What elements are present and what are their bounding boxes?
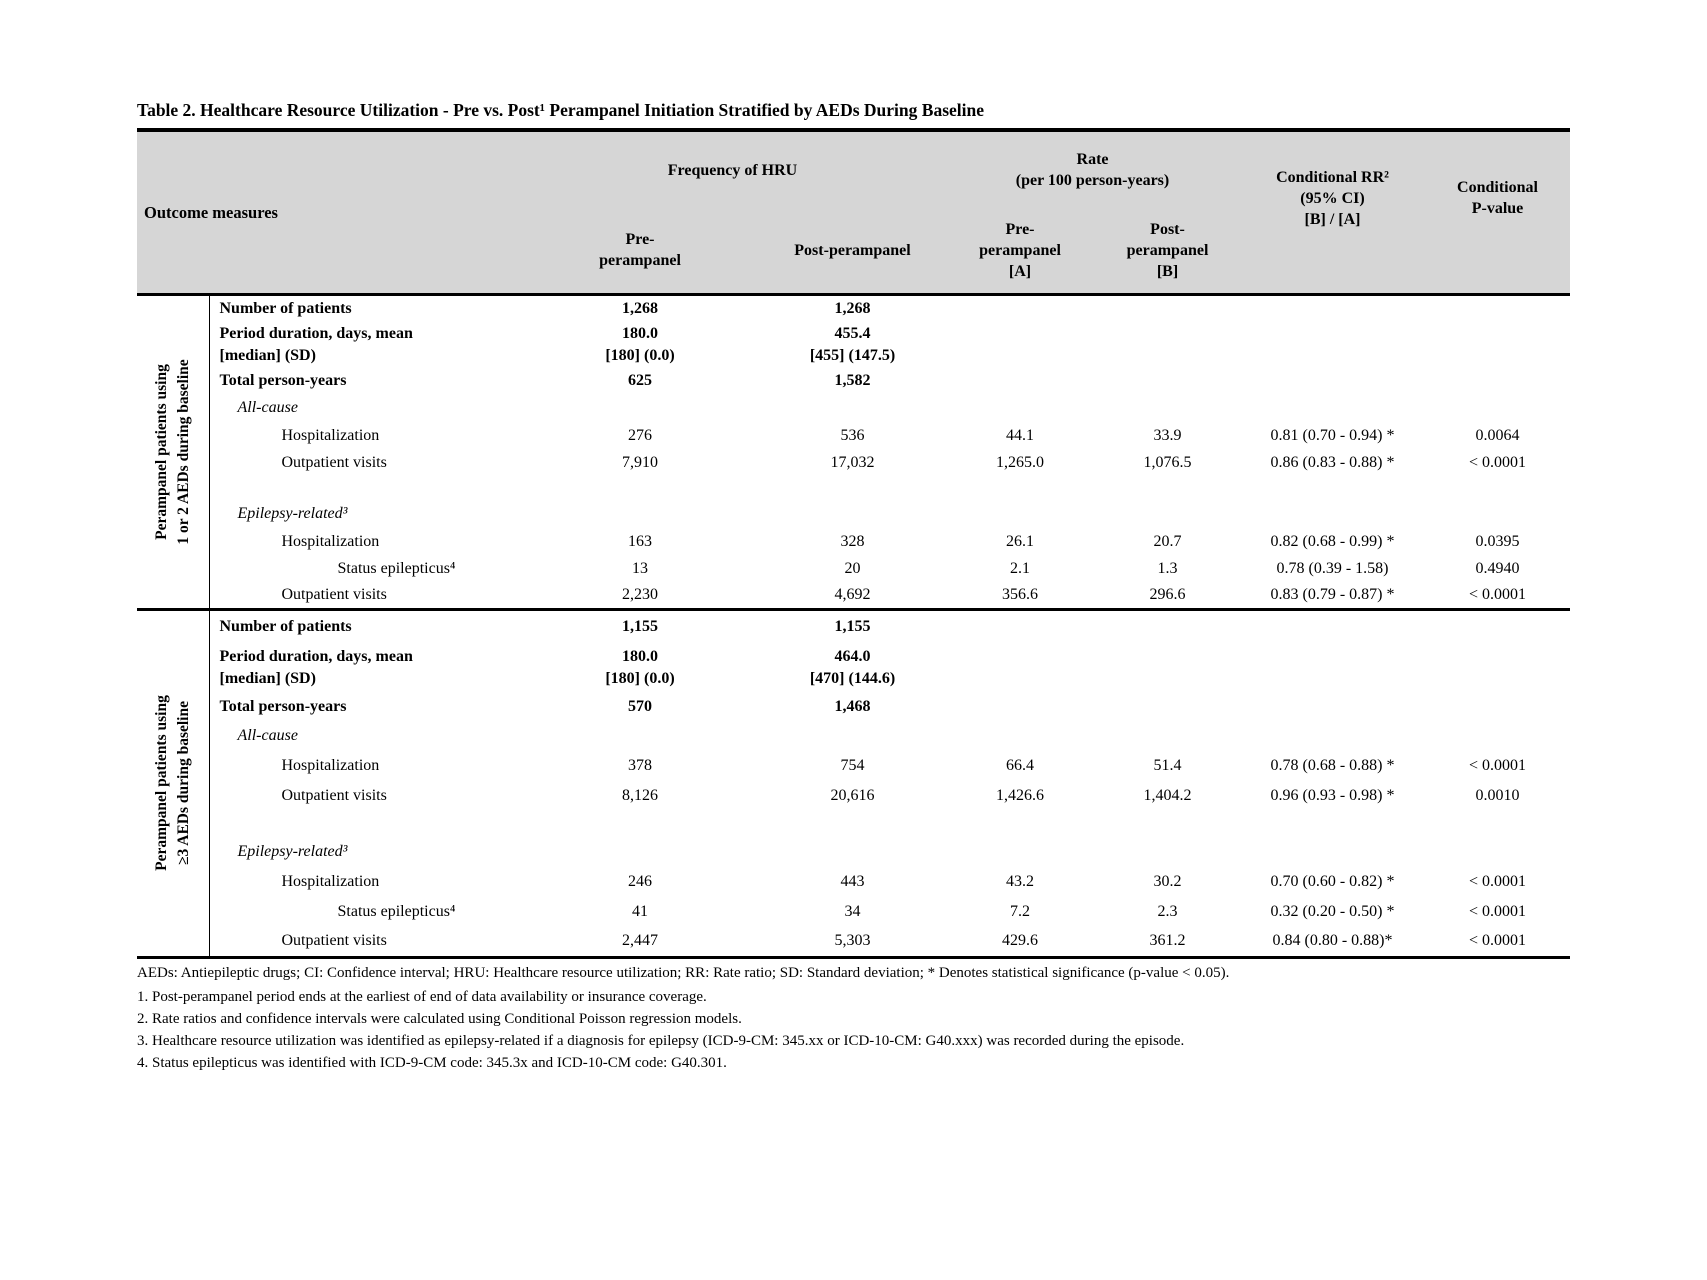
freq-post-cell: 1,468 — [834, 698, 871, 715]
subgroup-header: Epilepsy-related³ — [237, 505, 348, 522]
freq-post-cell: 1,155 — [760, 609, 945, 643]
empty-cell — [945, 643, 1570, 693]
subgroup-header-row — [137, 500, 1570, 528]
table-header — [137, 130, 1570, 294]
rate-pre-line3: [A] — [1008, 262, 1032, 280]
freq-post-cell: 20,616 — [830, 787, 875, 804]
rate-pre-cell: 66.4 — [1006, 757, 1034, 774]
freq-post-cell: 5,303 — [834, 932, 871, 950]
row-label: Total person-years — [219, 372, 347, 389]
value-line1: 180.0 — [622, 648, 658, 665]
freq-pre-line1: Pre- — [625, 231, 655, 249]
freq-pre-cell — [520, 322, 760, 368]
value-line1: 455.4 — [834, 325, 871, 342]
table-row — [137, 449, 1570, 476]
p-value-cell: < 0.0001 — [1469, 453, 1527, 471]
table-row — [137, 368, 1570, 394]
table-row — [137, 322, 1570, 368]
rr-cell: 0.82 (0.68 - 0.99) * — [1270, 532, 1395, 550]
rate-post-cell: 361.2 — [1149, 932, 1186, 950]
section-label-line2: ≥3 AEDs during baseline — [174, 701, 192, 865]
rate-post-cell: 1,404.2 — [1143, 787, 1192, 804]
table-row — [137, 422, 1570, 449]
col-header-outcome-measures: Outcome measures — [137, 130, 520, 294]
row-label-line2: [median] (SD) — [219, 670, 316, 687]
freq-post-cell — [760, 643, 945, 693]
freq-pre-cell: 378 — [628, 757, 652, 774]
rate-post-cell: 2.3 — [1157, 903, 1178, 920]
value-line1: 180.0 — [622, 325, 658, 342]
rr-cell: 0.32 (0.20 - 0.50) * — [1270, 903, 1395, 920]
rr-cell: 0.78 (0.39 - 1.58) — [1276, 559, 1389, 577]
footnote-abbreviations: AEDs: Antiepileptic drugs; CI: Confidence interval; HRU: Healthcare resource utilization; RR: Rate ratio; SD: Standard deviation; * Denotes statistical significance (p-value < 0.05). — [137, 964, 1230, 981]
freq-post-cell: 17,032 — [830, 453, 875, 471]
table-row — [137, 751, 1570, 781]
table-row — [137, 294, 1570, 322]
table-row — [137, 867, 1570, 897]
col-header-frequency-of-hru: Frequency of HRU — [520, 130, 945, 208]
rr-header-line3: [B] / [A] — [1304, 210, 1361, 228]
section-label-line1: Perampanel patients using — [152, 363, 170, 540]
freq-post-cell: 754 — [840, 757, 865, 774]
col-header-freq-post-perampanel: Post-perampanel — [760, 208, 945, 294]
freq-pre-cell: 1,155 — [520, 609, 760, 643]
empty-cell — [945, 368, 1570, 394]
rate-pre-cell: 44.1 — [1006, 426, 1034, 444]
col-header-freq-pre-perampanel — [520, 208, 760, 294]
freq-pre-cell: 276 — [628, 426, 652, 444]
section-label — [151, 695, 195, 871]
row-label: Total person-years — [219, 698, 347, 715]
row-label: Hospitalization — [281, 873, 380, 890]
freq-post-cell: 1,268 — [834, 299, 871, 317]
section-label-cell — [137, 609, 209, 957]
subgroup-header-row — [137, 837, 1570, 867]
rr-cell: 0.78 (0.68 - 0.88) * — [1270, 757, 1395, 774]
rate-pre-line1: Pre- — [1005, 220, 1035, 238]
section-label — [151, 359, 195, 544]
value-line2: [455] (147.5) — [809, 347, 896, 364]
rate-post-cell: 1.3 — [1157, 559, 1178, 577]
section-label-cell — [137, 294, 209, 609]
p-value-cell: < 0.0001 — [1469, 757, 1527, 774]
rr-header-line1: Conditional RR² — [1276, 168, 1389, 186]
row-label — [209, 322, 520, 368]
rr-cell: 0.84 (0.80 - 0.88)* — [1272, 932, 1393, 950]
row-label-line2: [median] (SD) — [219, 347, 316, 364]
row-label: Status epilepticus⁴ — [337, 559, 456, 577]
row-label: Outpatient visits — [281, 932, 387, 950]
row-label-line1: Period duration, days, mean — [219, 648, 413, 665]
row-label: Status epilepticus⁴ — [337, 903, 456, 920]
value-line2: [180] (0.0) — [605, 347, 675, 364]
table-row — [137, 927, 1570, 957]
rate-post-line1: Post- — [1150, 220, 1185, 238]
rate-post-line3: [B] — [1156, 262, 1179, 280]
rate-header-line2: (per 100 person-years) — [1015, 172, 1170, 189]
table-row — [137, 781, 1570, 811]
freq-post-cell: 4,692 — [834, 585, 871, 603]
table-title: Table 2. Healthcare Resource Utilization - Pre vs. Post¹ Perampanel Initiation Stratified by AEDs During Baseline — [137, 100, 984, 120]
freq-post-cell — [760, 322, 945, 368]
rate-post-cell: 51.4 — [1153, 757, 1182, 774]
table-row — [137, 609, 1570, 643]
col-header-rate — [945, 130, 1240, 208]
rr-header-line2: (95% CI) — [1300, 189, 1365, 207]
table-row — [137, 643, 1570, 693]
footnote-3: 3. Healthcare resource utilization was identified as epilepsy-related if a diagnosis for epilepsy (ICD-9-CM: 345.xx or ICD-10-CM: G40.xxx) was recorded during the episode. — [137, 1032, 1185, 1049]
freq-post-cell: 20 — [844, 559, 861, 577]
subgroup-header-row — [137, 394, 1570, 422]
freq-post-cell: 1,582 — [834, 372, 871, 389]
table-row — [137, 555, 1570, 582]
empty-cell — [945, 693, 1570, 721]
freq-pre-cell: 8,126 — [622, 787, 658, 804]
rate-post-cell: 20.7 — [1153, 532, 1182, 550]
section-1-2-aeds — [137, 294, 1570, 609]
subgroup-header: All-cause — [237, 399, 298, 416]
p-value-cell: < 0.0001 — [1469, 903, 1527, 920]
footnote-2: 2. Rate ratios and confidence intervals were calculated using Conditional Poisson regression models. — [137, 1010, 742, 1027]
freq-pre-cell: 246 — [628, 873, 652, 890]
rr-cell: 0.86 (0.83 - 0.88) * — [1270, 453, 1395, 471]
freq-pre-cell: 163 — [628, 532, 652, 550]
freq-post-cell: 443 — [840, 873, 865, 890]
row-label: Number of patients — [219, 299, 352, 317]
table-block — [137, 100, 1577, 1073]
value-line1: 464.0 — [834, 648, 871, 665]
footnotes — [137, 964, 1597, 1073]
empty-cell — [945, 609, 1570, 643]
rate-post-cell: 30.2 — [1153, 873, 1182, 890]
rr-cell: 0.83 (0.79 - 0.87) * — [1270, 585, 1395, 603]
rate-header-line1: Rate — [1076, 151, 1109, 168]
freq-pre-line2: perampanel — [599, 252, 681, 270]
rate-pre-cell: 1,265.0 — [996, 453, 1044, 471]
p-value-cell: 0.0395 — [1475, 532, 1520, 550]
spacer-row — [137, 811, 1570, 837]
row-label: Hospitalization — [281, 757, 380, 774]
value-line2: [470] (144.6) — [809, 670, 896, 687]
freq-pre-cell: 13 — [632, 559, 648, 577]
freq-post-cell: 34 — [844, 903, 861, 920]
hru-table — [137, 128, 1570, 959]
table-row — [137, 528, 1570, 555]
freq-pre-cell: 2,230 — [622, 585, 658, 603]
section-label-line2: 1 or 2 AEDs during baseline — [174, 358, 192, 545]
freq-pre-cell: 7,910 — [622, 453, 658, 471]
row-label-line1: Period duration, days, mean — [219, 325, 413, 342]
freq-pre-cell: 1,268 — [622, 299, 658, 317]
p-value-cell: < 0.0001 — [1469, 585, 1527, 603]
p-value-cell: 0.4940 — [1475, 559, 1520, 577]
rate-pre-cell: 7.2 — [1010, 903, 1030, 920]
p-header-line2: P-value — [1471, 200, 1524, 218]
subgroup-header: All-cause — [237, 727, 298, 744]
rate-post-cell: 1,076.5 — [1143, 453, 1192, 471]
row-label: Hospitalization — [281, 532, 380, 550]
subgroup-header: Epilepsy-related³ — [237, 843, 348, 860]
subgroup-header-row — [137, 721, 1570, 751]
freq-post-cell: 328 — [840, 532, 865, 550]
value-line2: [180] (0.0) — [605, 670, 675, 687]
row-label — [209, 643, 520, 693]
table-row — [137, 897, 1570, 927]
freq-pre-cell: 2,447 — [622, 932, 658, 950]
col-header-conditional-rr — [1240, 130, 1425, 294]
table-row — [137, 582, 1570, 609]
rate-pre-cell: 429.6 — [1002, 932, 1038, 950]
rate-pre-cell: 43.2 — [1006, 873, 1034, 890]
rate-pre-cell: 1,426.6 — [996, 787, 1044, 804]
rate-pre-line2: perampanel — [979, 241, 1061, 259]
table-row — [137, 693, 1570, 721]
empty-cell — [945, 322, 1570, 368]
p-value-cell: 0.0064 — [1475, 426, 1520, 444]
col-header-conditional-p-value — [1425, 130, 1570, 294]
rate-pre-cell: 26.1 — [1006, 532, 1034, 550]
rr-cell: 0.81 (0.70 - 0.94) * — [1270, 426, 1395, 444]
row-label: Outpatient visits — [281, 453, 387, 471]
section-3plus-aeds — [137, 609, 1570, 957]
freq-pre-cell: 570 — [628, 698, 652, 715]
p-value-cell: 0.0010 — [1475, 787, 1520, 804]
col-header-rate-post-perampanel-B — [1095, 208, 1240, 294]
freq-pre-cell: 41 — [632, 903, 648, 920]
rate-post-line2: perampanel — [1126, 241, 1209, 259]
section-label-line1: Perampanel patients using — [152, 695, 170, 871]
rate-pre-cell: 2.1 — [1010, 559, 1030, 577]
rate-post-cell: 296.6 — [1149, 585, 1186, 603]
freq-post-cell: 536 — [840, 426, 865, 444]
row-label: Outpatient visits — [281, 585, 387, 603]
empty-cell — [209, 476, 1570, 500]
col-header-rate-pre-perampanel-A — [945, 208, 1095, 294]
p-value-cell: < 0.0001 — [1469, 932, 1527, 950]
freq-pre-cell — [520, 643, 760, 693]
rr-cell: 0.96 (0.93 - 0.98) * — [1270, 787, 1395, 804]
p-header-line1: Conditional — [1457, 179, 1538, 197]
footnote-1: 1. Post-perampanel period ends at the earliest of end of data availability or insurance coverage. — [137, 988, 707, 1005]
freq-pre-cell: 625 — [628, 372, 652, 389]
empty-cell — [945, 294, 1570, 322]
p-value-cell: < 0.0001 — [1469, 873, 1527, 890]
rate-pre-cell: 356.6 — [1002, 585, 1038, 603]
rr-cell: 0.70 (0.60 - 0.82) * — [1270, 873, 1395, 890]
spacer-row — [137, 476, 1570, 500]
footnote-4: 4. Status epilepticus was identified with ICD-9-CM code: 345.3x and ICD-10-CM code: G40.301. — [137, 1054, 727, 1071]
row-label: Hospitalization — [281, 426, 380, 444]
row-label: Number of patients — [209, 609, 520, 643]
row-label: Outpatient visits — [281, 787, 387, 804]
rate-post-cell: 33.9 — [1153, 426, 1182, 444]
empty-cell — [209, 811, 1570, 837]
header-row-groups — [137, 130, 1570, 208]
